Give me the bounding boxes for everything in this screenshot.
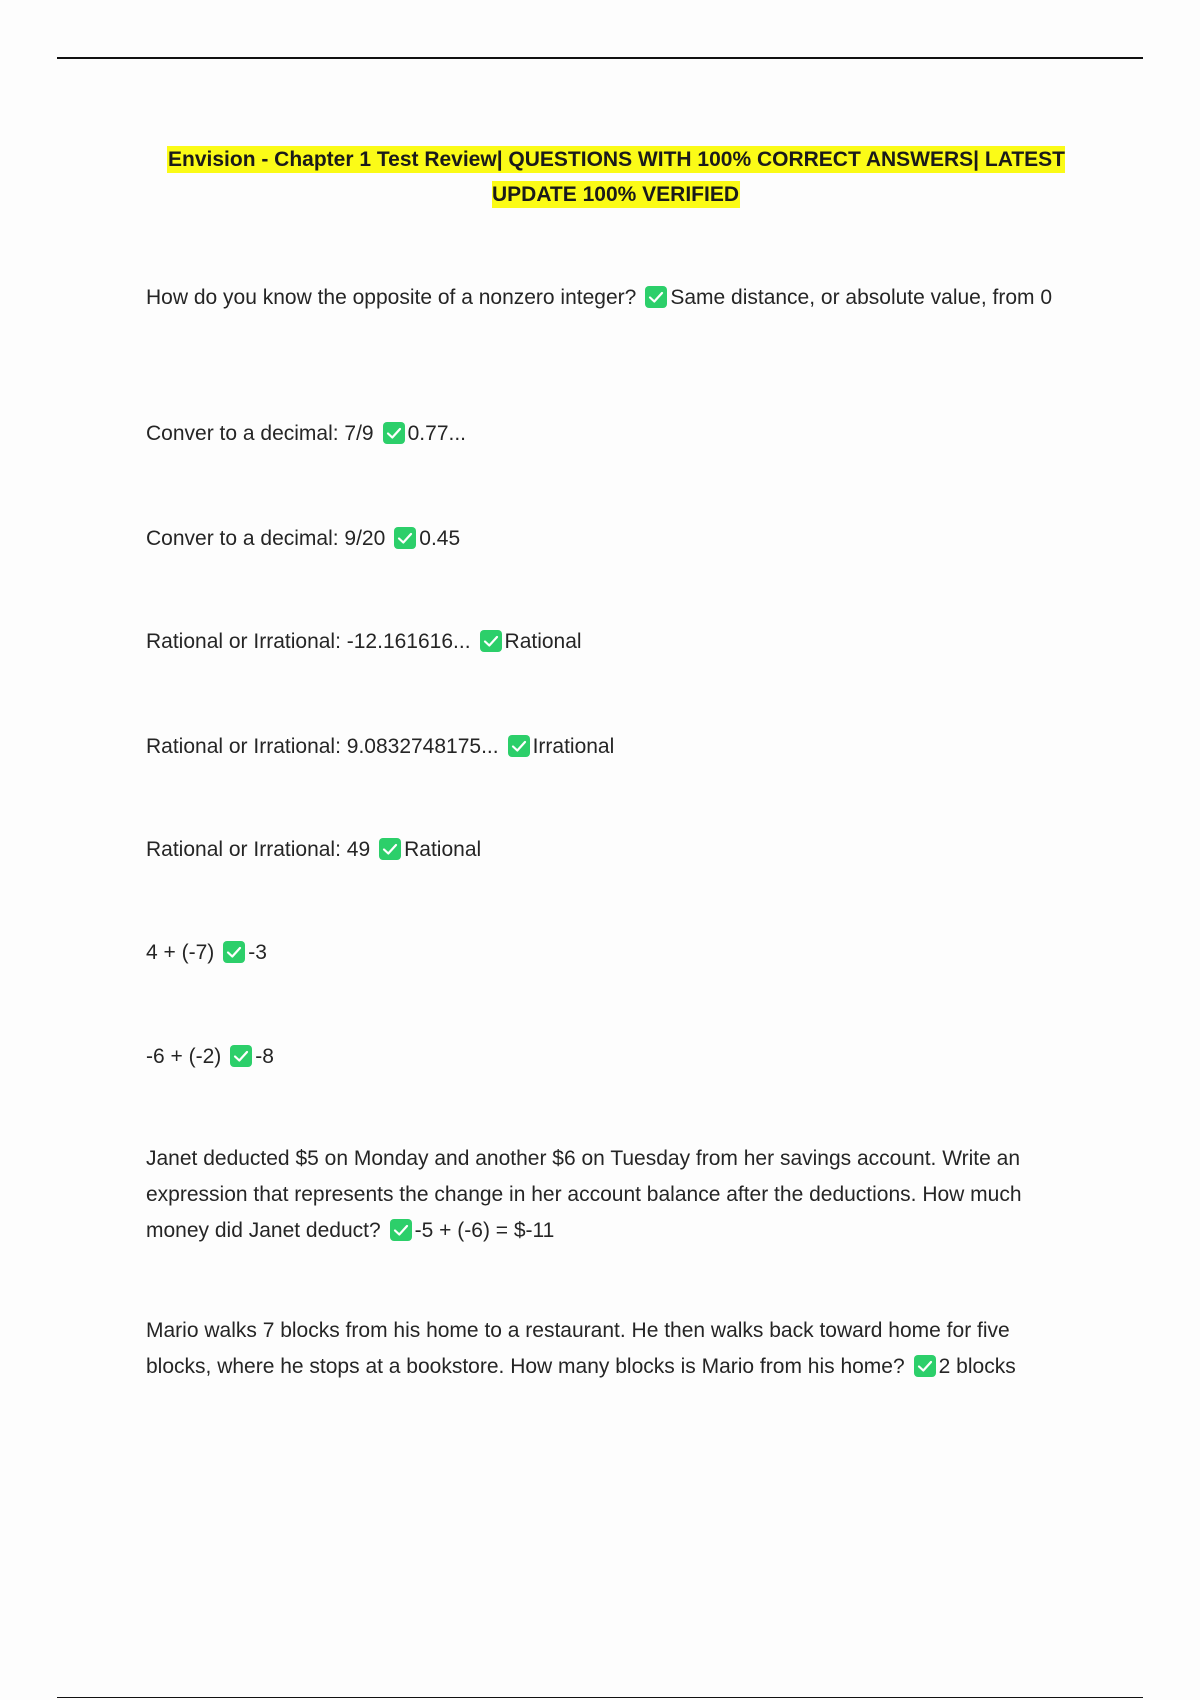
check-icon [645,286,667,308]
qa-item-3 [146,521,1076,557]
check-icon [223,941,245,963]
answer-text: -5 + (-6) = $-11 [414,1219,555,1242]
question-text: How do you know the opposite of a nonzero integer? [146,286,637,309]
answer-text: 0.77... [407,422,467,445]
qa-item-9 [146,1141,1076,1249]
check-icon [379,838,401,860]
qa-item-5 [146,729,1076,765]
answer-text: 2 blocks [938,1355,1016,1378]
check-icon [508,735,530,757]
bottom-rule [57,1697,1143,1698]
question-text: Conver to a decimal: 9/20 [146,527,386,550]
question-text: Rational or Irrational: -12.161616... [146,630,471,653]
answer-text: Irrational [532,735,615,758]
check-icon [914,1355,936,1377]
document-title [150,142,1082,212]
answer-text: 0.45 [419,527,461,550]
question-text: -6 + (-2) [146,1045,222,1068]
question-text: Rational or Irrational: 49 [146,838,371,861]
answer-text: Rational [404,838,482,861]
question-text: 4 + (-7) [146,941,215,964]
check-icon [230,1045,252,1067]
answer-text: -3 [248,941,267,964]
check-icon [390,1219,412,1241]
check-icon [480,630,502,652]
check-icon [383,422,405,444]
qa-item-6 [146,832,1076,868]
qa-item-10 [146,1313,1076,1385]
top-rule [57,57,1143,59]
answer-text: Rational [504,630,582,653]
answer-text: Same distance, or absolute value, from 0 [670,286,1053,309]
title-highlight: Envision - Chapter 1 Test Review| QUESTIONS WITH 100% CORRECT ANSWERS| LATEST UPDATE 100% VERIFIED [168,148,1065,206]
question-text: Mario walks 7 blocks from his home to a restaurant. He then walks back toward home for five blocks, where he stops at a bookstore. How many blocks is Mario from his home? [146,1319,1010,1378]
answer-text: -8 [255,1045,274,1068]
check-icon [394,527,416,549]
question-text: Janet deducted $5 on Monday and another $6 on Tuesday from her savings account. Write an expression that represents the change in her account balance after the deductions. How much money did Janet deduct? [146,1147,1022,1242]
qa-item-1 [146,280,1076,316]
qa-item-2 [146,416,1076,452]
question-text: Rational or Irrational: 9.0832748175... [146,735,499,758]
qa-item-4 [146,624,1076,660]
qa-item-7 [146,935,1076,971]
question-text: Conver to a decimal: 7/9 [146,422,374,445]
qa-item-8 [146,1039,1076,1075]
